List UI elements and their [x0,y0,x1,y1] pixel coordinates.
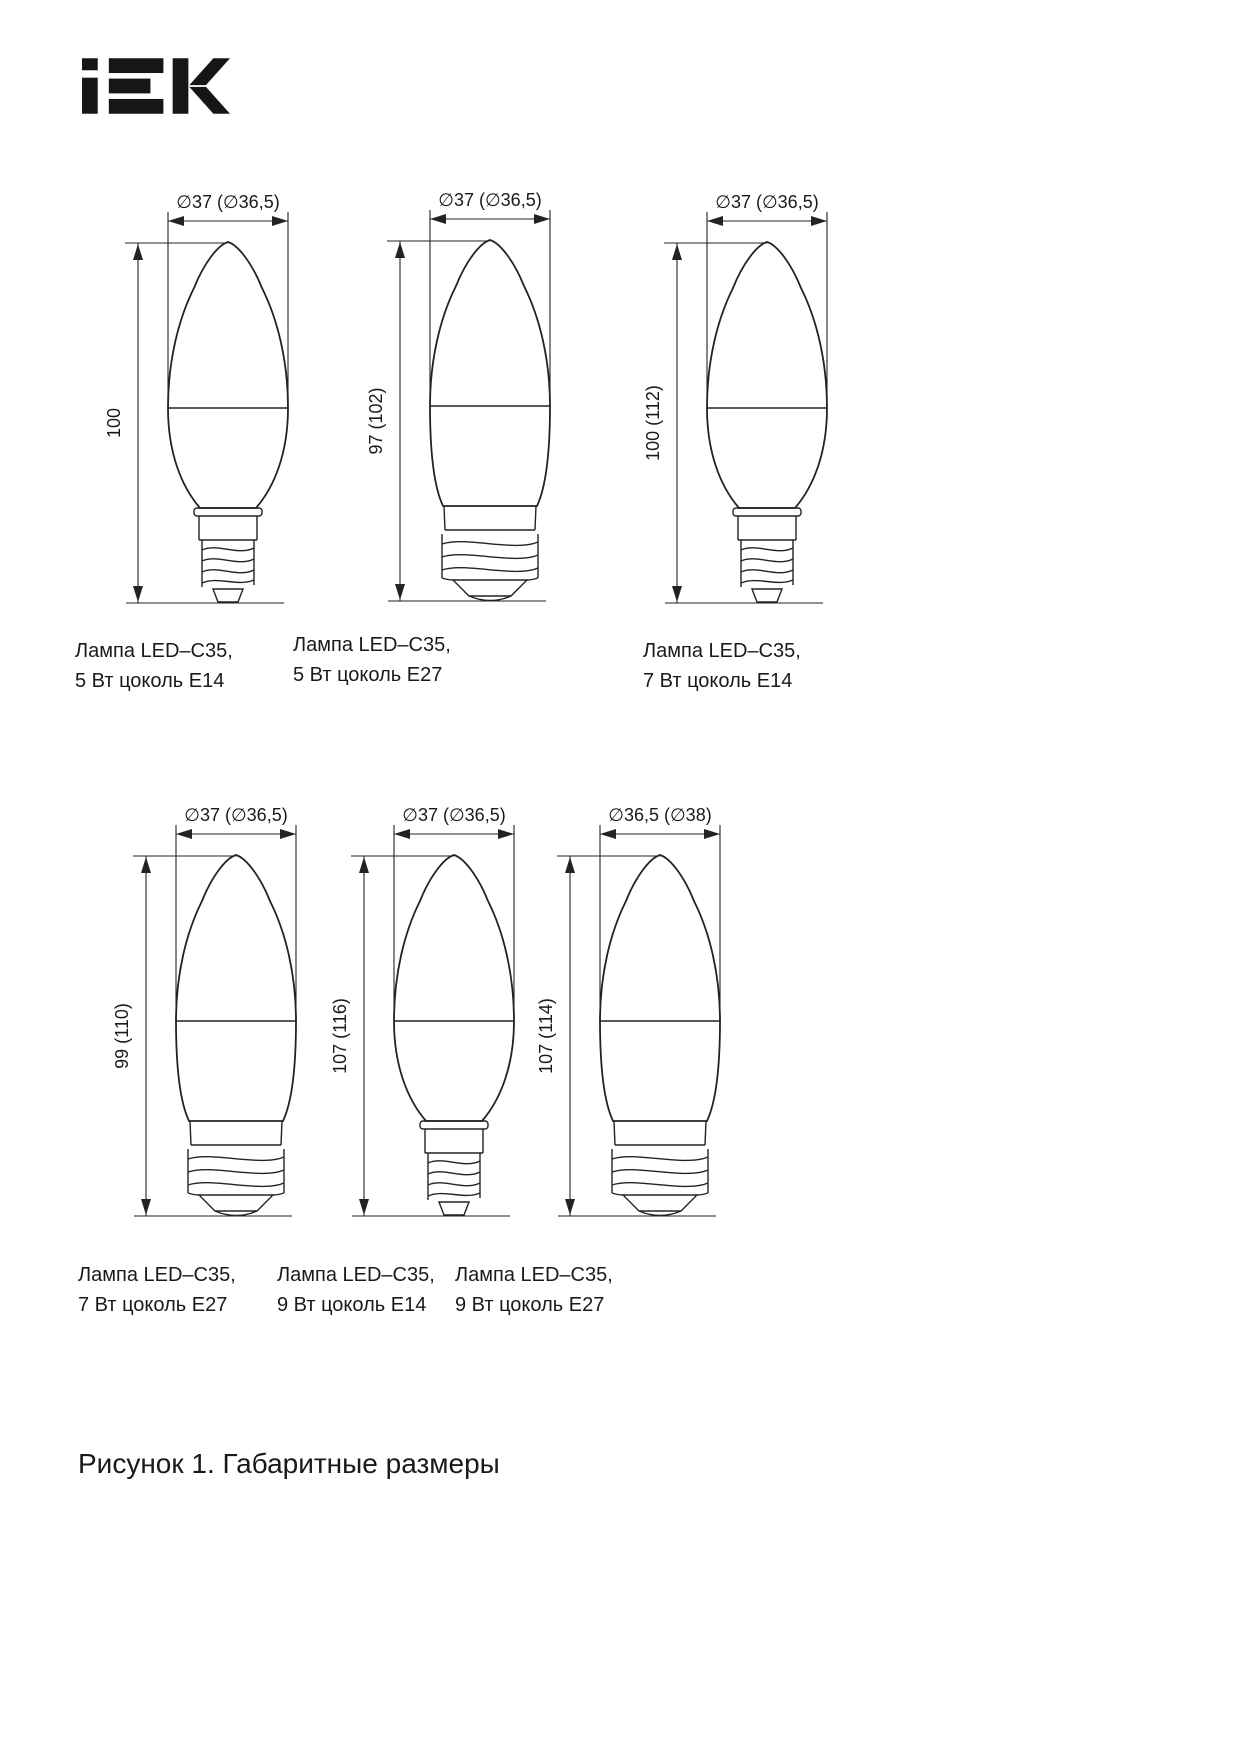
drawing-led-c35-5w-e14 [98,188,338,618]
diameter-dimension-label: ∅37 (∅36,5) [402,805,506,825]
lamp-label-line2: 9 Вт цоколь Е27 [455,1294,605,1316]
height-dimension-label: 99 (110) [112,1003,132,1069]
diameter-dimension-label: ∅37 (∅36,5) [438,190,542,210]
height-dimension-label: 107 (116) [330,998,350,1074]
height-dimension-label: 100 [104,407,124,439]
lamp-label-line1: Лампа LED–C35, [78,1264,236,1286]
lamp-label-line2: 5 Вт цоколь Е14 [75,670,225,692]
drawing-led-c35-9w-e14 [324,801,564,1231]
diameter-dimension-label: ∅37 (∅36,5) [176,192,280,212]
height-dimension-label: 97 (102) [366,387,386,455]
lamp-label-line2: 9 Вт цоколь Е14 [277,1294,427,1316]
lamp-label-line2: 7 Вт цоколь Е14 [643,670,793,692]
iek-logo-graphic [82,58,230,114]
lamp-label-line1: Лампа LED–C35, [75,640,233,662]
lamp-label-line1: Лампа LED–C35, [455,1264,613,1286]
lamp-label-line2: 7 Вт цоколь Е27 [78,1294,228,1316]
lamp-label-9w-e27 [455,1260,613,1320]
drawing-led-c35-7w-e27 [106,801,346,1231]
diameter-dimension-label: ∅37 (∅36,5) [715,192,819,212]
drawing-led-c35-7w-e14 [637,188,877,618]
height-dimension-label: 107 (114) [536,998,556,1074]
lamp-label-line1: Лампа LED–C35, [643,640,801,662]
lamp-label-line1: Лампа LED–C35, [277,1264,435,1286]
iek-logo [82,58,230,114]
diameter-dimension-label: ∅36,5 (∅38) [608,805,712,825]
lamp-label-7w-e27 [78,1260,236,1320]
height-dimension-label: 100 (112) [643,385,663,461]
drawing-led-c35-9w-e27 [530,801,770,1231]
figure-caption: Рисунок 1. Габаритные размеры [78,1448,500,1479]
lamp-label-line2: 5 Вт цоколь Е27 [293,664,443,686]
drawing-led-c35-5w-e27 [360,186,600,616]
lamp-label-7w-e14 [643,636,801,696]
lamp-label-5w-e27 [293,630,451,690]
lamp-label-5w-e14 [75,636,233,696]
lamp-label-9w-e14 [277,1260,435,1320]
lamp-label-line1: Лампа LED–C35, [293,634,451,656]
diameter-dimension-label: ∅37 (∅36,5) [184,805,288,825]
